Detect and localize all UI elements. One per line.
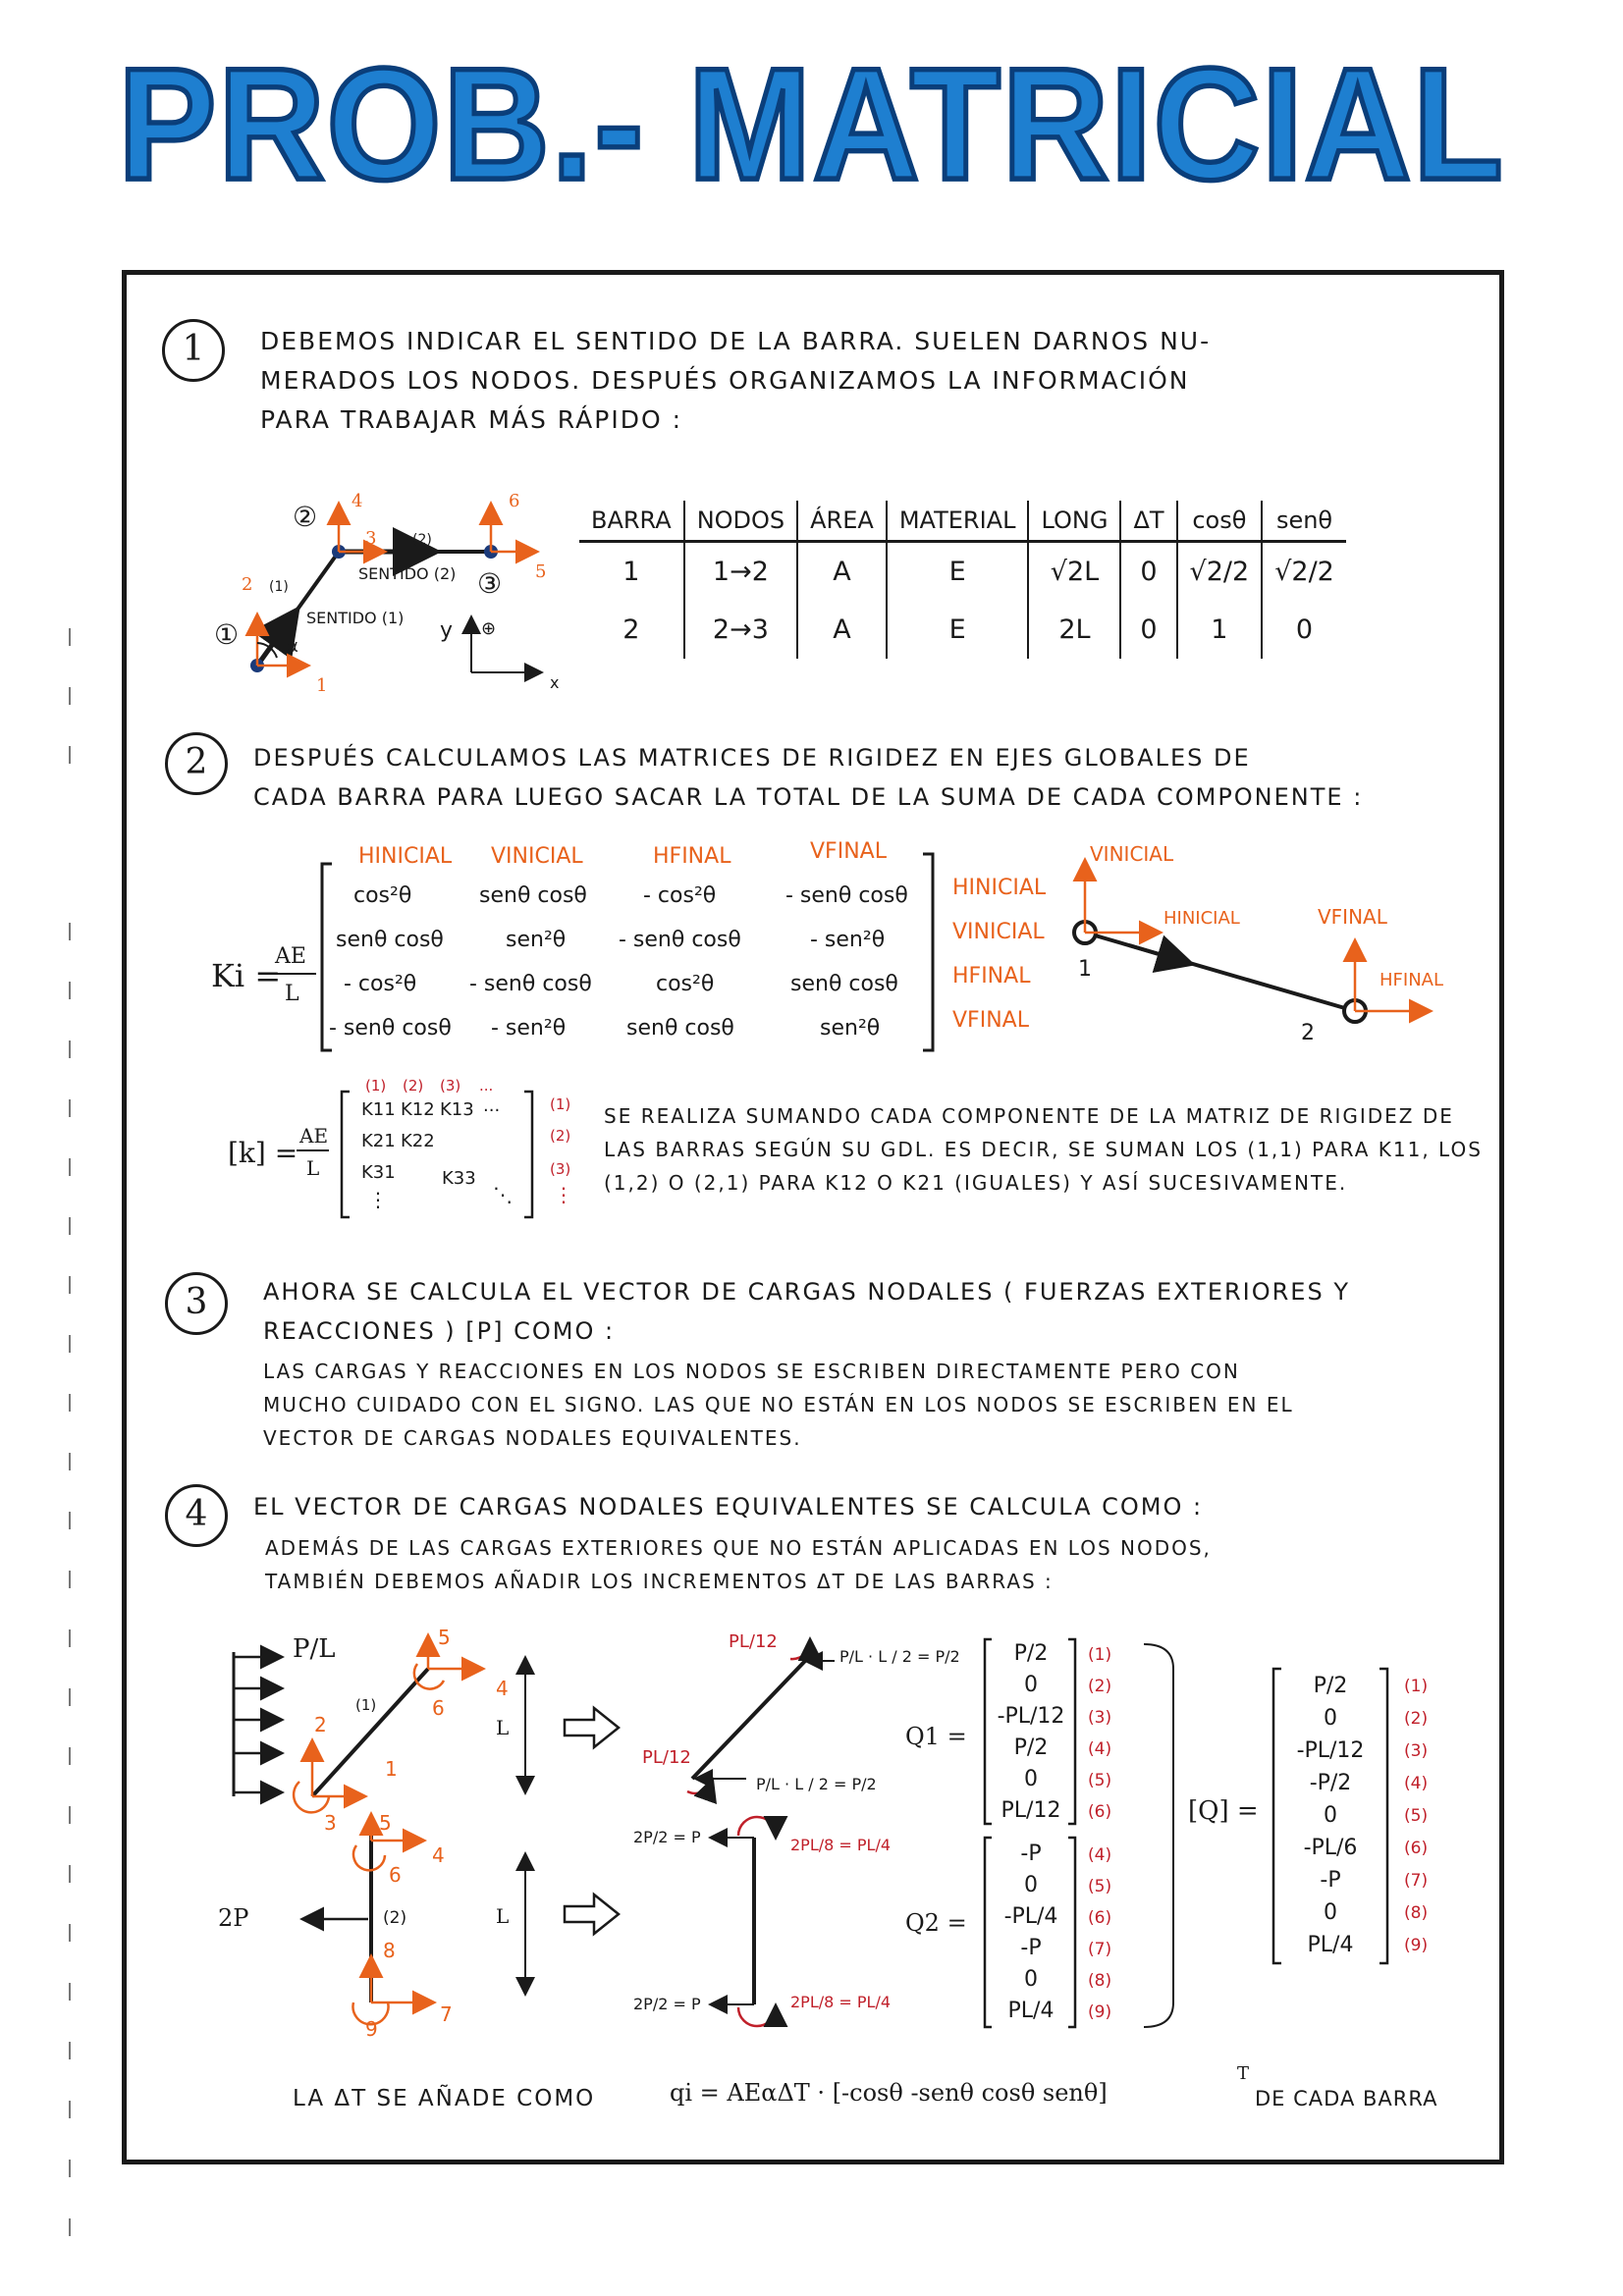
gk-col-idx: (1) bbox=[365, 1077, 387, 1095]
ki-cell: - senθ cosθ bbox=[619, 928, 741, 952]
q1-idx: (2) bbox=[1088, 1677, 1112, 1696]
bar-node-1: 1 bbox=[1078, 957, 1092, 982]
ki-row-h-ini: HINICIAL bbox=[952, 876, 1047, 900]
col-cos: cosθ bbox=[1177, 501, 1263, 542]
s4-dof: 5 bbox=[438, 1626, 451, 1649]
gk-entry: K21 bbox=[361, 1131, 396, 1151]
ki-cell: - sen²θ bbox=[491, 1016, 567, 1041]
q1-value: PL/12 bbox=[1001, 1798, 1061, 1823]
gk-row-idx: (3) bbox=[550, 1160, 571, 1178]
gk-row-idx: (2) bbox=[550, 1127, 571, 1145]
moment-bot-label: PL/12 bbox=[642, 1747, 691, 1768]
gk-entry: K13 bbox=[440, 1099, 474, 1120]
q1-idx: (5) bbox=[1088, 1771, 1112, 1790]
ki-col-v-fin: VFINAL bbox=[810, 839, 887, 864]
s4-dof: 2 bbox=[314, 1713, 327, 1736]
q-total-idx: (2) bbox=[1404, 1709, 1429, 1729]
s4-dof: 6 bbox=[432, 1696, 445, 1720]
sentido-1-label: SENTIDO (1) bbox=[306, 609, 405, 627]
force-bot-label: P/L · L / 2 = P/2 bbox=[756, 1775, 877, 1793]
gk-entry: K12 bbox=[401, 1099, 435, 1120]
step-3-number: 3 bbox=[165, 1272, 228, 1335]
q2-value: -PL/4 bbox=[1003, 1904, 1058, 1929]
q-total-idx: (7) bbox=[1404, 1871, 1429, 1891]
bar-h-ini-label: HINICIAL bbox=[1163, 908, 1240, 929]
col-barra: BARRA bbox=[579, 501, 684, 542]
col-sen: senθ bbox=[1262, 501, 1346, 542]
axis-rot-label: ⊕ bbox=[481, 618, 497, 639]
step-1-text: DEBEMOS INDICAR EL SENTIDO DE LA BARRA. SUELEN DARNOS NU- MERADOS LOS NODOS. DESPUÉS ORGANIZAMOS LA INFORMACIÓN PARA TRABAJAR MÁS RÁPIDO : bbox=[260, 327, 1212, 434]
force-2p-bot: 2P/2 = P bbox=[633, 1995, 701, 2013]
q-total-idx: (9) bbox=[1404, 1936, 1429, 1955]
ki-factor-num: AE bbox=[275, 944, 306, 969]
gk-entry: ⋱ bbox=[493, 1183, 513, 1206]
table-cell: 2→3 bbox=[684, 601, 797, 659]
s4-dof: 8 bbox=[383, 1939, 396, 1962]
sentido-2-label: SENTIDO (2) bbox=[358, 564, 457, 583]
gk-entry: K31 bbox=[361, 1162, 396, 1183]
bar-node-2: 2 bbox=[1301, 1021, 1315, 1045]
q2-idx: (6) bbox=[1088, 1908, 1112, 1928]
q2-value: 0 bbox=[1024, 1873, 1038, 1897]
ki-cell: cos²θ bbox=[353, 883, 412, 908]
ki-cell: - sen²θ bbox=[810, 928, 886, 952]
ki-row-v-fin: VFINAL bbox=[952, 1008, 1029, 1033]
s4-dof: 6 bbox=[389, 1863, 402, 1887]
q-total-label: [Q] = bbox=[1188, 1796, 1259, 1826]
load-2p: 2P bbox=[218, 1904, 249, 1932]
moment-top-label: PL/12 bbox=[729, 1631, 778, 1652]
table-cell: 1 bbox=[579, 542, 684, 602]
bar-v-ini-label: VINICIAL bbox=[1090, 842, 1174, 866]
step-2-text: DESPUÉS CALCULAMOS LAS MATRICES DE RIGIDEZ EN EJES GLOBALES DE CADA BARRA PARA LUEGO SACAR LA TOTAL DE LA SUMA DE CADA COMPONENTE : bbox=[253, 744, 1364, 811]
q2-label: Q2 = bbox=[905, 1909, 967, 1937]
gk-entry: ... bbox=[483, 1095, 501, 1116]
q-total-idx: (1) bbox=[1404, 1677, 1429, 1696]
load-p-over-l: P/L bbox=[293, 1634, 336, 1664]
q-total-value: 0 bbox=[1324, 1706, 1337, 1731]
table-cell: 2 bbox=[579, 601, 684, 659]
dof-5: 5 bbox=[535, 561, 547, 582]
table-cell: 0 bbox=[1120, 601, 1176, 659]
moment-2p-top: 2PL/8 = PL/4 bbox=[790, 1836, 892, 1854]
table-cell: A bbox=[797, 542, 887, 602]
q-total-value: 0 bbox=[1324, 1803, 1337, 1828]
ki-cell: - senθ cosθ bbox=[469, 972, 592, 996]
q2-value: PL/4 bbox=[1007, 1999, 1055, 2023]
q2-value: -P bbox=[1020, 1842, 1042, 1866]
ki-cell: sen²θ bbox=[820, 1016, 881, 1041]
table-cell: 0 bbox=[1120, 542, 1176, 602]
final-line-formula: qi = AEαΔT · [-cosθ -senθ cosθ senθ] bbox=[670, 2079, 1108, 2107]
ki-cell: sen²θ bbox=[506, 928, 567, 952]
s4-dof: 4 bbox=[496, 1677, 509, 1700]
final-line-transpose: T bbox=[1237, 2063, 1250, 2084]
moment-2p-bot: 2PL/8 = PL/4 bbox=[790, 1993, 892, 2011]
ki-col-h-fin: HFINAL bbox=[653, 844, 731, 869]
q-total-value: -PL/6 bbox=[1303, 1836, 1358, 1860]
gk-entry: K22 bbox=[401, 1131, 435, 1151]
q-total-value: PL/4 bbox=[1307, 1933, 1354, 1957]
q2-idx: (8) bbox=[1088, 1971, 1112, 1991]
s4-dof: 1 bbox=[385, 1757, 398, 1781]
step-1-number: 1 bbox=[162, 319, 225, 382]
bar-2-tag: (2) bbox=[383, 1908, 407, 1928]
q-total-idx: (3) bbox=[1404, 1741, 1429, 1761]
table-cell: 2L bbox=[1028, 601, 1120, 659]
q-total-idx: (4) bbox=[1404, 1774, 1429, 1793]
step-4-text: EL VECTOR DE CARGAS NODALES EQUIVALENTES SE CALCULA COMO : bbox=[253, 1493, 1204, 1521]
global-k-explanation: SE REALIZA SUMANDO CADA COMPONENTE DE LA MATRIZ DE RIGIDEZ DE LAS BARRAS SEGÚN SU GDL. ES DECIR, SE SUMAN LOS (1,1) PARA K11, LOS (1,2) O (2,1) PARA K12 O K21 (IGUALES) Y ASÍ SUCESIVAMENTE. bbox=[604, 1104, 1483, 1195]
q2-idx: (5) bbox=[1088, 1877, 1112, 1896]
table-cell: 0 bbox=[1295, 614, 1314, 645]
page-title: PROB.- MATRICIAL bbox=[118, 34, 1505, 213]
global-k-num: AE bbox=[299, 1124, 329, 1148]
ki-cell: - senθ cosθ bbox=[785, 883, 908, 908]
step-4-subtext: ADEMÁS DE LAS CARGAS EXTERIORES QUE NO ESTÁN APLICADAS EN LOS NODOS, TAMBIÉN DEBEMOS AÑADIR LOS INCREMENTOS ΔT DE LAS BARRAS : bbox=[265, 1536, 1212, 1593]
q-total-value: -P/2 bbox=[1309, 1771, 1352, 1795]
q-total-idx: (6) bbox=[1404, 1839, 1429, 1858]
col-area: ÁREA bbox=[797, 501, 887, 542]
ki-lhs: Ki = bbox=[211, 957, 282, 994]
q1-idx: (3) bbox=[1088, 1708, 1112, 1728]
q1-value: -PL/12 bbox=[997, 1704, 1065, 1729]
step-3-text: AHORA SE CALCULA EL VECTOR DE CARGAS NODALES ( FUERZAS EXTERIORES Y REACCIONES ) [P] COMO : bbox=[263, 1278, 1350, 1345]
ki-row-v-ini: VINICIAL bbox=[952, 920, 1045, 944]
ki-cell: senθ cosθ bbox=[790, 972, 898, 996]
q1-idx: (1) bbox=[1088, 1645, 1112, 1665]
ki-cell: cos²θ bbox=[656, 972, 715, 996]
table-cell: √2/2 bbox=[1274, 557, 1334, 587]
dof-1: 1 bbox=[316, 675, 328, 696]
q-total-value: -PL/12 bbox=[1296, 1738, 1365, 1763]
col-material: MATERIAL bbox=[887, 501, 1029, 542]
q2-idx: (7) bbox=[1088, 1940, 1112, 1959]
q-total-value: 0 bbox=[1324, 1900, 1337, 1925]
bar-2-label: (2) bbox=[412, 532, 432, 548]
step-4-number: 4 bbox=[165, 1484, 228, 1547]
table-cell: √2L bbox=[1028, 542, 1120, 602]
global-k-den: L bbox=[306, 1156, 320, 1180]
ki-factor-den: L bbox=[285, 982, 299, 1006]
bar-1-tag: (1) bbox=[355, 1696, 377, 1714]
node-1-label: ① bbox=[214, 618, 240, 651]
s4-dof: 3 bbox=[324, 1811, 337, 1835]
ki-cell: senθ cosθ bbox=[336, 928, 444, 952]
table-cell: E bbox=[887, 601, 1029, 659]
ki-col-h-ini: HINICIAL bbox=[358, 844, 453, 869]
table-cell: A bbox=[797, 601, 887, 659]
gk-entry: K33 bbox=[442, 1168, 476, 1189]
ki-cell: - cos²θ bbox=[643, 883, 717, 908]
angle-label: α bbox=[287, 636, 298, 657]
gk-entry: K11 bbox=[361, 1099, 396, 1120]
axis-x-label: x bbox=[550, 673, 560, 692]
ki-cell: - cos²θ bbox=[344, 972, 417, 996]
global-k-lhs: [k] = bbox=[228, 1137, 298, 1169]
force-top-label: P/L · L / 2 = P/2 bbox=[839, 1647, 960, 1666]
bar-v-fin-label: VFINAL bbox=[1318, 905, 1387, 929]
q1-value: P/2 bbox=[1013, 1735, 1049, 1760]
node-3-label: ③ bbox=[477, 567, 503, 600]
ki-cell: senθ cosθ bbox=[626, 1016, 734, 1041]
q1-value: P/2 bbox=[1013, 1641, 1049, 1666]
table-cell: 1→2 bbox=[684, 542, 797, 602]
q1-value: 0 bbox=[1024, 1767, 1038, 1791]
node-2-label: ② bbox=[293, 501, 318, 533]
col-nodos: NODOS bbox=[684, 501, 797, 542]
q2-value: 0 bbox=[1024, 1967, 1038, 1992]
dof-4: 4 bbox=[352, 491, 363, 511]
ki-cell: - senθ cosθ bbox=[329, 1016, 452, 1041]
table-cell: E bbox=[887, 542, 1029, 602]
final-line-text: LA ΔT SE AÑADE COMO bbox=[293, 2086, 596, 2111]
bar-1-label: (1) bbox=[269, 579, 289, 595]
step-3-subtext: LAS CARGAS Y REACCIONES EN LOS NODOS SE ESCRIBEN DIRECTAMENTE PERO CON MUCHO CUIDADO CON EL SIGNO. LAS QUE NO ESTÁN EN LOS NODOS SE ESCRIBEN EN EL VECTOR DE CARGAS NODALES EQUIVALENTES. bbox=[263, 1360, 1294, 1450]
gk-row-idx: (1) bbox=[550, 1095, 571, 1113]
q1-idx: (6) bbox=[1088, 1802, 1112, 1822]
col-long: LONG bbox=[1028, 501, 1120, 542]
ki-col-v-ini: VINICIAL bbox=[491, 844, 583, 869]
q2-value: -P bbox=[1020, 1936, 1042, 1960]
s4-dof: 7 bbox=[440, 2002, 453, 2026]
gk-col-idx: (3) bbox=[440, 1077, 461, 1095]
dof-3: 3 bbox=[365, 528, 377, 549]
ki-row-h-fin: HFINAL bbox=[952, 964, 1031, 988]
s4-dof: 4 bbox=[432, 1843, 445, 1867]
q-total-idx: (5) bbox=[1404, 1806, 1429, 1826]
force-2p-top: 2P/2 = P bbox=[633, 1828, 701, 1846]
gk-entry: ⋮ bbox=[368, 1188, 388, 1211]
gk-col-idx: (2) bbox=[403, 1077, 424, 1095]
gk-row-idx: ⋮ bbox=[554, 1183, 573, 1206]
q-total-value: P/2 bbox=[1313, 1674, 1348, 1698]
q-total-idx: (8) bbox=[1404, 1903, 1429, 1923]
s4-dof: 9 bbox=[365, 2017, 378, 2041]
q2-idx: (4) bbox=[1088, 1845, 1112, 1865]
q1-label: Q1 = bbox=[905, 1723, 967, 1750]
dof-6: 6 bbox=[509, 491, 520, 511]
step-2-number: 2 bbox=[165, 732, 228, 795]
bar-h-fin-label: HFINAL bbox=[1380, 970, 1444, 990]
ki-cell: senθ cosθ bbox=[479, 883, 587, 908]
length-l-2: L bbox=[496, 1904, 510, 1928]
s4-dof: 5 bbox=[379, 1811, 392, 1835]
length-l-1: L bbox=[496, 1716, 510, 1739]
final-line-tail: DE CADA BARRA bbox=[1255, 2087, 1438, 2110]
q1-idx: (4) bbox=[1088, 1739, 1112, 1759]
col-delta-t: ΔT bbox=[1120, 501, 1176, 542]
q2-idx: (9) bbox=[1088, 2002, 1112, 2022]
q1-value: 0 bbox=[1024, 1673, 1038, 1697]
gk-col-idx: ... bbox=[479, 1077, 494, 1095]
q-total-value: -P bbox=[1320, 1868, 1341, 1893]
axis-y-label: y bbox=[440, 618, 454, 643]
table-cell: √2/2 bbox=[1177, 542, 1263, 602]
dof-2: 2 bbox=[242, 574, 253, 595]
table-cell: 1 bbox=[1177, 601, 1263, 659]
